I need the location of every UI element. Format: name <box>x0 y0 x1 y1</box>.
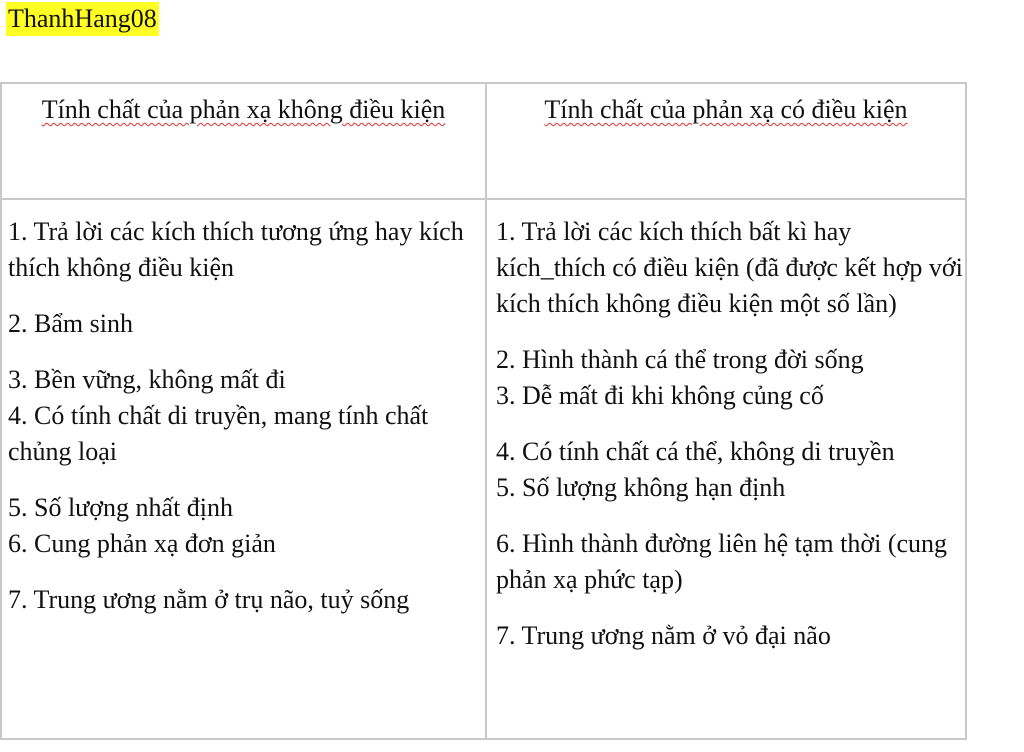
author-name: ThanhHang08 <box>6 2 159 36</box>
list-item: 5. Số lượng nhất định <box>8 493 234 522</box>
list-item: 1. Trả lời các kích thích bất kì hay kích_thích có điều kiện (đã được kết hợp với kích thích không điều kiện một số lần) <box>496 217 963 318</box>
list-item: 2. Hình thành cá thể trong đời sống <box>496 345 864 374</box>
content-row <box>1 199 966 739</box>
unconditioned-properties <box>1 199 486 739</box>
list-item: 6. Hình thành đường liên hệ tạm thời (cung phản xạ phức tạp) <box>496 529 948 594</box>
list-item: 4. Có tính chất di truyền, mang tính chất chủng loại <box>8 401 429 466</box>
list-item: 5. Số lượng không hạn định <box>496 473 786 502</box>
list-item: 4. Có tính chất cá thể, không di truyền <box>496 437 895 466</box>
list-item: 7. Trung ương nằm ở trụ não, tuỷ sống <box>8 585 410 614</box>
list-item: 2. Bẩm sinh <box>8 309 133 338</box>
header-unconditioned: Tính chất của phản xạ không điều kiện <box>1 83 486 199</box>
list-item: 1. Trả lời các kích thích tương ứng hay kích thích không điều kiện <box>8 217 464 282</box>
list-item: 3. Bền vững, không mất đi <box>8 365 286 394</box>
list-item: 6. Cung phản xạ đơn giản <box>8 529 276 558</box>
header-conditioned: Tính chất của phản xạ có điều kiện <box>486 83 966 199</box>
conditioned-properties <box>486 199 966 739</box>
list-item: 3. Dễ mất đi khi không củng cố <box>496 381 824 410</box>
comparison-table <box>0 82 967 740</box>
header-row <box>1 83 966 199</box>
list-item: 7. Trung ương nằm ở vỏ đại não <box>496 621 831 650</box>
